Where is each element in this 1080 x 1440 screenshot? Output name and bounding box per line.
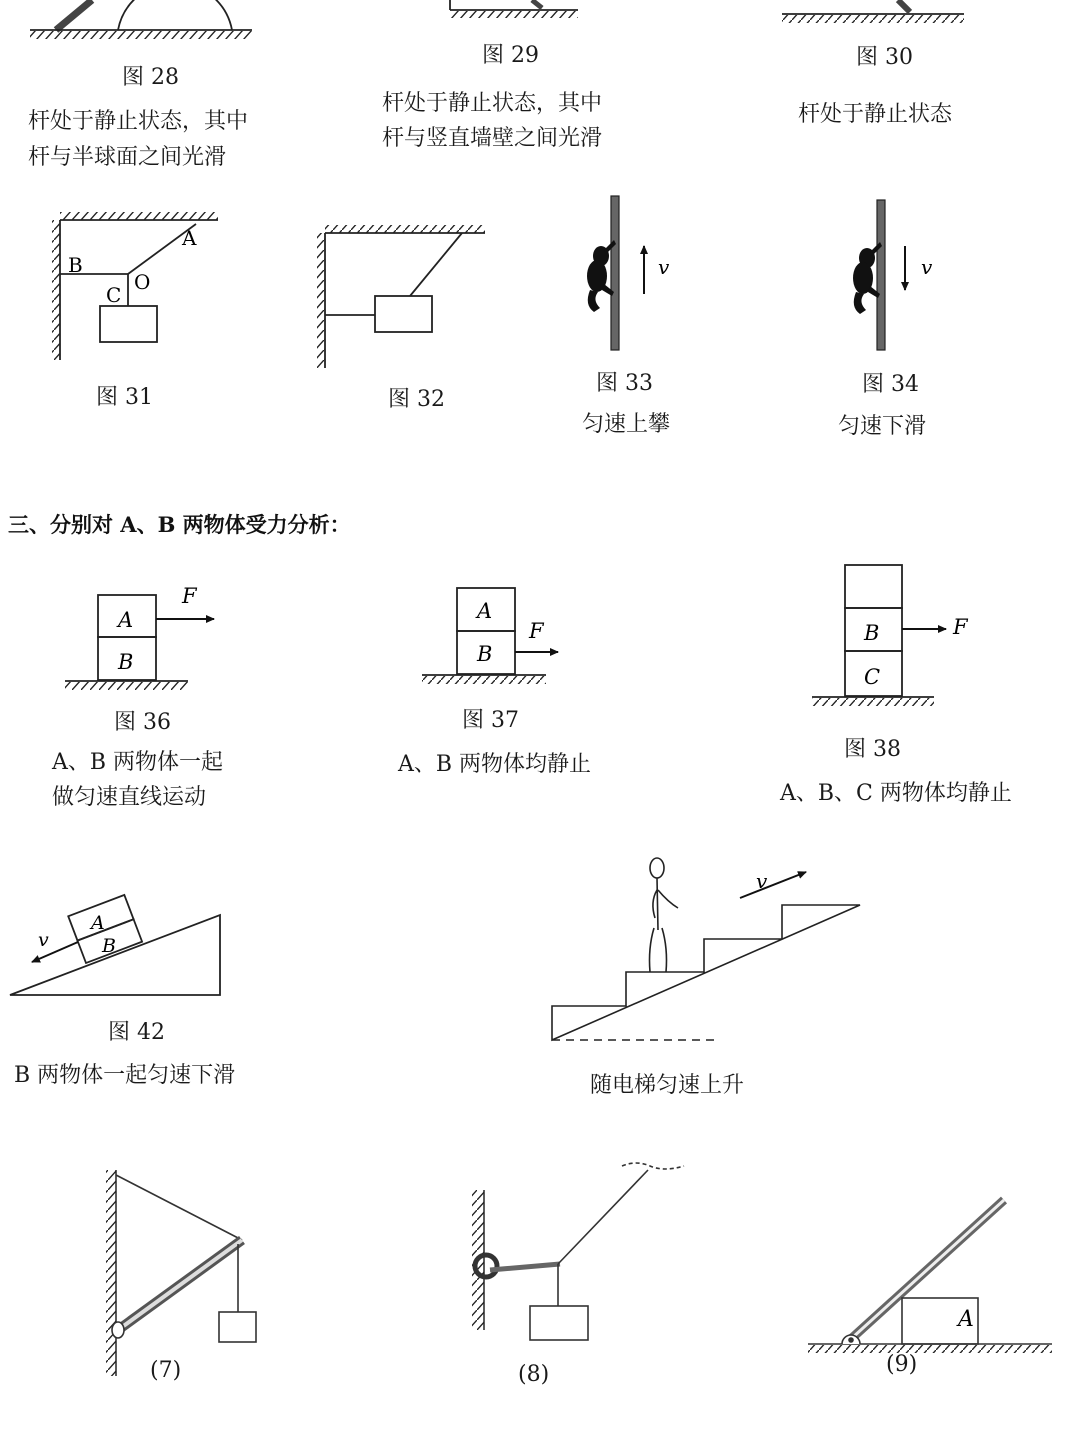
fig36-force-label: F	[182, 584, 197, 608]
figure-28-drawing	[30, 0, 252, 39]
person-icon	[650, 858, 679, 972]
fig36-label-a: A	[118, 608, 134, 632]
fig42-caption: 图 42	[108, 1020, 165, 1045]
figure-29-drawing	[450, 0, 578, 18]
fig8-caption: (8)	[518, 1362, 550, 1387]
fig34-description: 匀速下滑	[838, 414, 927, 439]
fig31-label-o: O	[134, 270, 151, 294]
fig37-caption: 图 37	[462, 708, 519, 733]
section-heading: 三、分别对 A、B 两物体受力分析：	[8, 512, 351, 537]
fig37-label-a: A	[477, 599, 493, 623]
fig38-label-b: B	[864, 621, 880, 645]
fig33-velocity-label: v	[658, 255, 670, 279]
fig30-caption: 图 30	[856, 45, 913, 70]
fig42-velocity-label: v	[38, 929, 49, 951]
figure-36-drawing	[65, 595, 214, 690]
fig29-description-line1: 杆处于静止状态，其中	[382, 91, 603, 116]
fig34-velocity-label: v	[921, 255, 933, 279]
fig28-caption: 图 28	[122, 65, 179, 90]
escalator-drawing	[552, 858, 860, 1040]
fig32-caption: 图 32	[388, 387, 445, 412]
figure-7-drawing	[106, 1170, 256, 1376]
fig9-caption: (9)	[886, 1352, 918, 1377]
escalator-velocity-label: v	[756, 869, 768, 893]
fig29-description-line2: 杆与竖直墙壁之间光滑	[382, 126, 603, 151]
fig42-label-b: B	[102, 935, 116, 957]
fig38-caption: 图 38	[844, 737, 901, 762]
fig36-description-line1: A、B 两物体一起	[52, 750, 224, 775]
figure-34-drawing	[853, 200, 905, 350]
fig9-label-a: A	[958, 1307, 974, 1332]
fig37-label-b: B	[477, 642, 493, 666]
fig38-description: A、B、C 两物体均静止	[780, 781, 1012, 806]
fig42-description: B 两物体一起匀速下滑	[14, 1063, 236, 1088]
fig38-force-label: F	[953, 615, 968, 639]
fig36-caption: 图 36	[114, 710, 171, 735]
figure-33-drawing	[587, 196, 644, 350]
fig30-description-line1: 杆处于静止状态	[798, 102, 953, 127]
fig28-description-line1: 杆处于静止状态，其中	[28, 109, 249, 134]
fig29-caption: 图 29	[482, 43, 539, 68]
fig7-caption: (7)	[150, 1358, 182, 1383]
fig31-label-a: A	[182, 226, 197, 250]
fig31-label-c: C	[106, 283, 122, 307]
figure-9-drawing	[808, 1200, 1052, 1353]
fig31-caption: 图 31	[96, 385, 153, 410]
figure-30-drawing	[782, 0, 964, 23]
fig36-description-line2: 做匀速直线运动	[52, 785, 207, 810]
fig31-label-b: B	[68, 253, 83, 277]
fig33-caption: 图 33	[596, 371, 653, 396]
figure-8-drawing	[472, 1163, 684, 1340]
fig34-caption: 图 34	[862, 372, 919, 397]
fig28-description-line2: 杆与半球面之间光滑	[28, 145, 227, 170]
fig36-label-b: B	[118, 650, 134, 674]
fig33-description: 匀速上攀	[582, 412, 671, 437]
fig37-force-label: F	[529, 619, 544, 643]
fig37-description: A、B 两物体均静止	[398, 752, 592, 777]
escalator-description: 随电梯匀速上升	[590, 1073, 745, 1098]
fig42-label-a: A	[91, 912, 105, 934]
figure-32-drawing	[317, 225, 485, 368]
fig38-label-c: C	[864, 665, 881, 689]
